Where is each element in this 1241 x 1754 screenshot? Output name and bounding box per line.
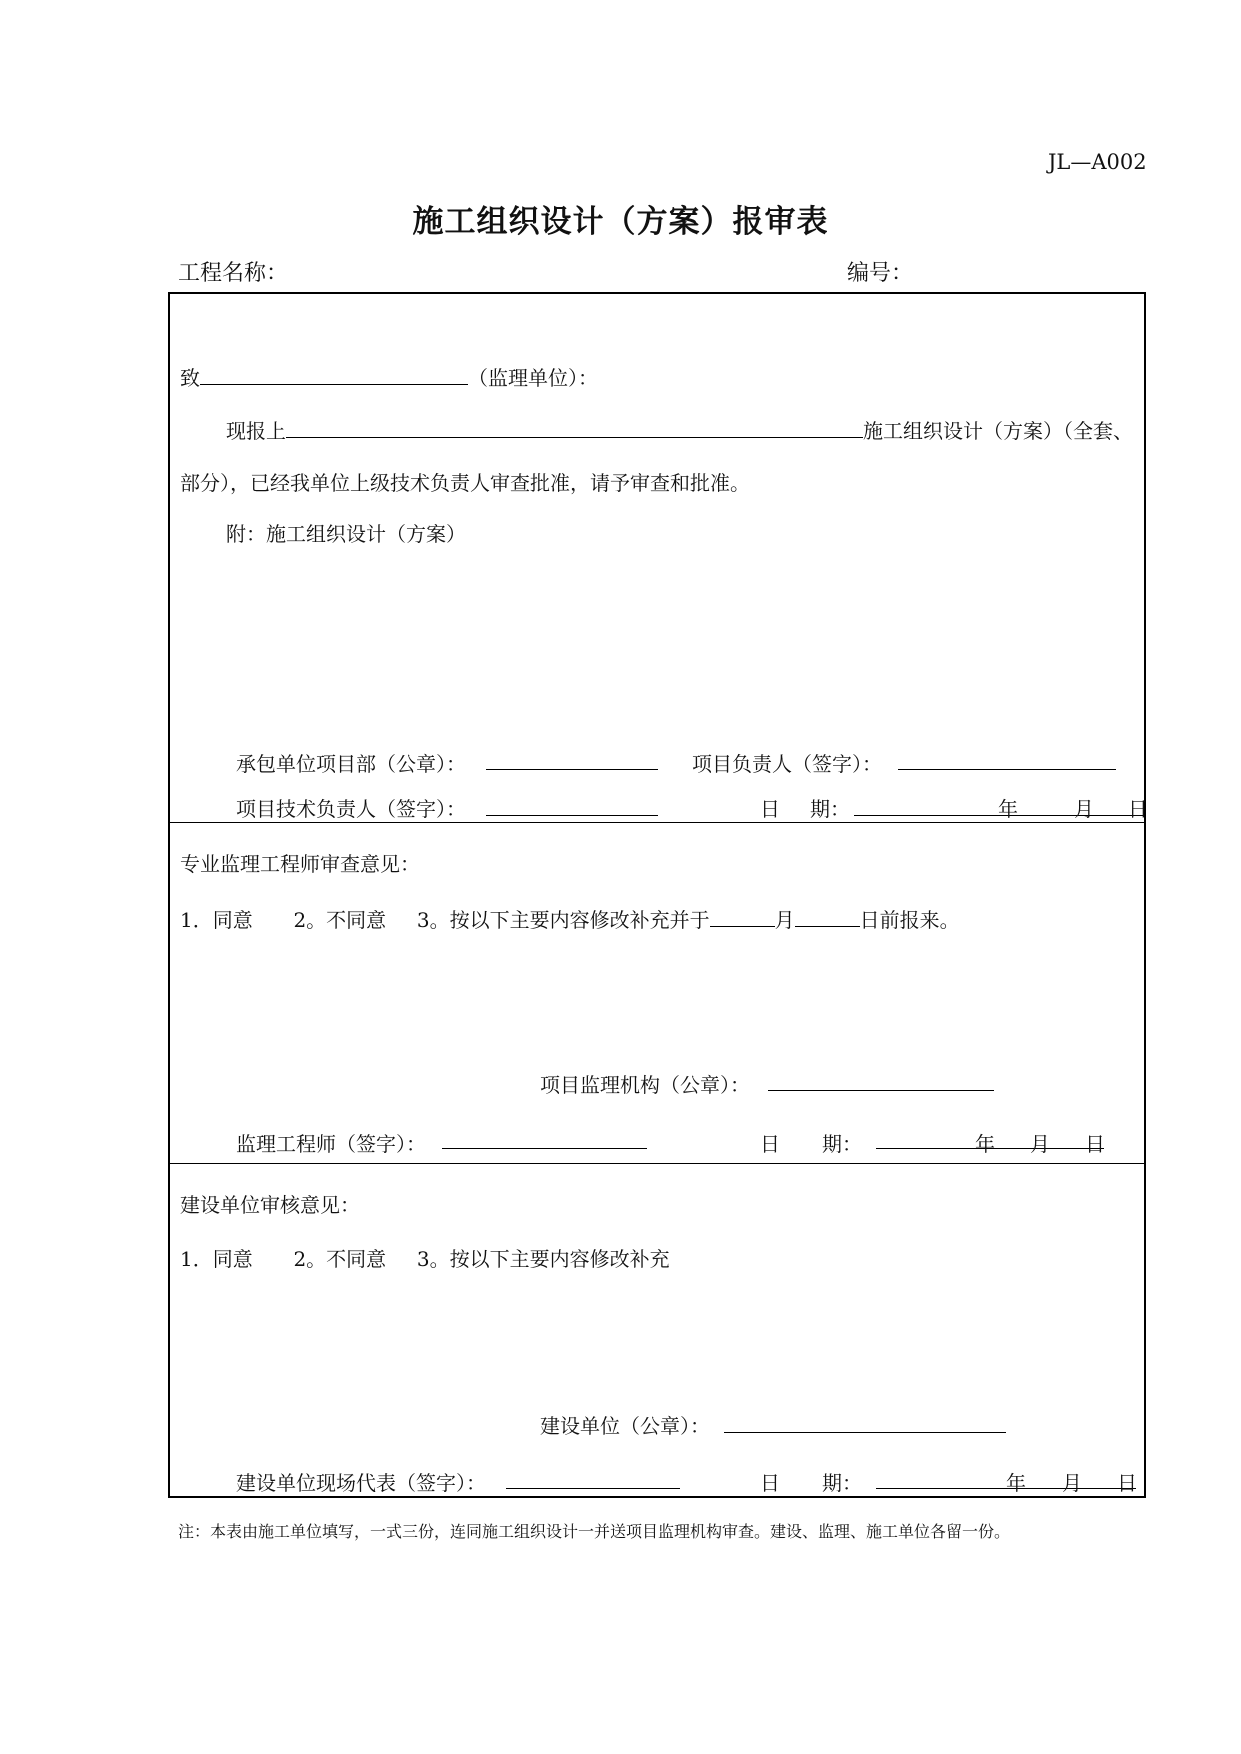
option-agree[interactable]: 1．同意 xyxy=(180,908,253,932)
day-label: 日 xyxy=(1128,797,1148,821)
number-label: 编号： xyxy=(847,261,914,286)
to-line xyxy=(180,362,598,391)
tech-manager-label: 项目技术负责人（签字）： xyxy=(236,797,466,821)
supervision-org-seal-blank[interactable] xyxy=(768,1090,994,1091)
owner-seal-blank[interactable] xyxy=(724,1432,1006,1433)
to-suffix: （监理单位）： xyxy=(468,366,598,390)
footnote: 注：本表由施工单位填写，一式三份，连同施工组织设计一并送项目监理机构审查。建设、监理、施工单位各留一份。 xyxy=(178,1522,1011,1541)
year-label: 年 xyxy=(998,797,1018,821)
attachment-line: 附：施工组织设计（方案） xyxy=(226,522,466,546)
owner-options xyxy=(180,1243,670,1272)
option-disagree[interactable]: 2。不同意 xyxy=(293,908,387,932)
engineer-review-heading: 专业监理工程师审查意见： xyxy=(180,852,420,876)
supervision-unit-blank[interactable] xyxy=(200,364,468,385)
date-label-day: 日 xyxy=(760,1132,780,1156)
submit-line xyxy=(226,415,1133,444)
owner-rep-label: 建设单位现场代表（签字）： xyxy=(236,1471,486,1495)
contractor-seal-blank[interactable] xyxy=(486,769,658,770)
day-label: 日 xyxy=(1085,1132,1105,1156)
month-label: 月 xyxy=(1062,1471,1082,1495)
owner-rep-signature-blank[interactable] xyxy=(506,1488,680,1489)
approval-statement: 部分），已经我单位上级技术负责人审查批准，请予审查和批准。 xyxy=(180,471,750,495)
date-label-day: 日 xyxy=(760,797,780,821)
contractor-seal-label: 承包单位项目部（公章）： xyxy=(236,752,466,776)
page-title: 施工组织设计（方案）报审表 xyxy=(412,204,829,240)
supervision-org-seal-label: 项目监理机构（公章）： xyxy=(540,1073,750,1097)
revise-day-blank[interactable] xyxy=(795,906,860,927)
option-revise[interactable]: 3。按以下主要内容修改补充并于 xyxy=(416,908,710,932)
form-code: JL—A002 xyxy=(1048,150,1147,174)
month-label: 月 xyxy=(1030,1132,1050,1156)
option-agree[interactable]: 1．同意 xyxy=(180,1247,253,1271)
option-revise[interactable]: 3。按以下主要内容修改补充 xyxy=(416,1247,670,1271)
year-label: 年 xyxy=(1006,1471,1026,1495)
revise-month-blank[interactable] xyxy=(710,906,775,927)
design-name-blank[interactable] xyxy=(286,417,863,438)
submit-prefix: 现报上 xyxy=(226,419,286,443)
year-label: 年 xyxy=(975,1132,995,1156)
project-manager-signature-blank[interactable] xyxy=(898,769,1116,770)
section-divider-2 xyxy=(168,1163,1146,1164)
tech-manager-signature-blank[interactable] xyxy=(486,815,658,816)
owner-review-heading: 建设单位审核意见： xyxy=(180,1193,360,1217)
date-label-qi: 期： xyxy=(822,1132,862,1156)
section-divider-1 xyxy=(168,822,1146,823)
project-name-label: 工程名称： xyxy=(178,261,289,286)
month-label: 月 xyxy=(1074,797,1094,821)
submit-suffix: 施工组织设计（方案）（全套、 xyxy=(863,419,1133,443)
project-manager-label: 项目负责人（签字）： xyxy=(692,752,882,776)
revise-month-label: 月 xyxy=(774,908,795,932)
engineer-signature-blank[interactable] xyxy=(442,1148,647,1149)
date-label-qi: 期： xyxy=(810,797,850,821)
day-label: 日 xyxy=(1117,1471,1137,1495)
engineer-signature-label: 监理工程师（签字）： xyxy=(236,1132,426,1156)
engineer-options xyxy=(180,904,960,933)
option-disagree[interactable]: 2。不同意 xyxy=(293,1247,387,1271)
owner-seal-label: 建设单位（公章）： xyxy=(540,1414,710,1438)
date-label-day: 日 xyxy=(760,1471,780,1495)
date-label-qi: 期： xyxy=(822,1471,862,1495)
to-prefix: 致 xyxy=(180,366,200,390)
revise-day-suffix: 日前报来。 xyxy=(859,908,960,932)
